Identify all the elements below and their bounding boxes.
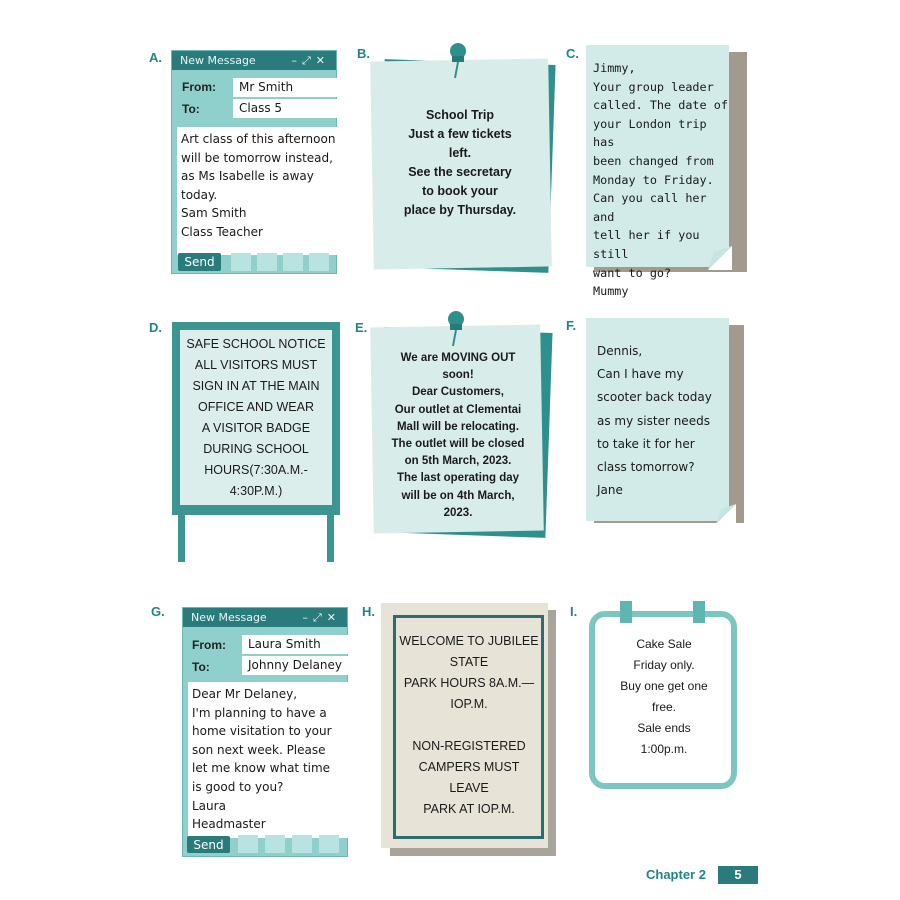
note-curl [716, 504, 736, 524]
note-text-c: Jimmy, Your group leader called. The date of your London trip has been changed from Monday to Friday. Can you call her and tell her if you still want to go? Mummy [593, 61, 728, 299]
toolbar-slot[interactable] [257, 253, 277, 271]
minimize-icon[interactable]: – [291, 54, 302, 67]
note-text-b: School Trip Just a few tickets left. See the secretary to book your place by Thursday. [403, 108, 517, 217]
to-field[interactable]: Class 5 [233, 99, 338, 118]
page-number: 5 [718, 866, 758, 884]
close-icon[interactable]: ✕ [315, 54, 330, 67]
to-label: To: [182, 102, 200, 116]
label-f: F. [566, 318, 577, 333]
note-text-e: We are MOVING OUT soon! Dear Customers, Our outlet at Clementai Mall will be relocating. The outlet will be closed on 5th March, 2023. The last operating day will be on 4th March, 2023. [391, 352, 525, 519]
toolbar-slot[interactable] [265, 835, 285, 853]
from-label: From: [192, 638, 226, 652]
pushpin-icon [443, 42, 473, 80]
toolbar-slot[interactable] [231, 253, 251, 271]
from-label: From: [182, 80, 216, 94]
toolbar-slot[interactable] [309, 253, 329, 271]
pushpin-icon [441, 310, 471, 348]
minimize-icon[interactable]: – [302, 611, 313, 624]
message-window-a [171, 50, 337, 274]
window-controls [291, 51, 330, 70]
from-field[interactable]: Laura Smith [242, 635, 350, 654]
send-button[interactable]: Send [187, 836, 230, 853]
note-text-f: Dennis, Can I have my scooter back today as my sister needs to take it for her class tomorrow? Jane [597, 344, 712, 498]
label-b: B. [357, 46, 370, 61]
message-window-g [182, 607, 348, 857]
to-label: To: [192, 660, 210, 674]
note-text-i: Cake Sale Friday only. Buy one get one free. Sale ends 1:00p.m. [620, 637, 708, 756]
toolbar-slot[interactable] [292, 835, 312, 853]
tape-icon [620, 601, 632, 623]
message-body[interactable]: Art class of this afternoon will be tomorrow instead, as Ms Isabelle is away today. Sam Smith Class Teacher [177, 127, 340, 255]
toolbar-slot[interactable] [283, 253, 303, 271]
to-field[interactable]: Johnny Delaney [242, 656, 350, 675]
label-d: D. [149, 320, 162, 335]
label-e: E. [355, 320, 368, 335]
message-body[interactable]: Dear Mr Delaney, I'm planning to have a home visitation to your son next week. Please let me know what time is good to you? Laura Headmaster [188, 682, 352, 838]
resize-icon[interactable]: ⤢ [312, 611, 327, 624]
window-title: New Message [172, 51, 336, 70]
notice-text-h: WELCOME TO JUBILEE STATE PARK HOURS 8A.M.— IOP.M. NON-REGISTERED CAMPERS MUST LEAVE PARK AT IOP.M. [399, 634, 539, 816]
label-c: C. [566, 46, 579, 61]
label-a: A. [149, 50, 162, 65]
resize-icon[interactable]: ⤢ [301, 54, 316, 67]
label-g: G. [151, 604, 165, 619]
window-controls [302, 608, 341, 627]
sign-text-d: SAFE SCHOOL NOTICE ALL VISITORS MUST SIGN IN AT THE MAIN OFFICE AND WEAR A VISITOR BADGE DURING SCHOOL HOURS(7:30A.M.- 4:30P.M.) [186, 337, 326, 498]
toolbar-slot[interactable] [238, 835, 258, 853]
close-icon[interactable]: ✕ [326, 611, 341, 624]
label-h: H. [362, 604, 375, 619]
chapter-label: Chapter 2 [646, 867, 706, 882]
send-button[interactable]: Send [178, 253, 221, 271]
tape-icon [693, 601, 705, 623]
toolbar-slot[interactable] [319, 835, 339, 853]
from-field[interactable]: Mr Smith [233, 78, 338, 97]
window-title: New Message [183, 608, 347, 627]
label-i: I. [570, 604, 578, 619]
